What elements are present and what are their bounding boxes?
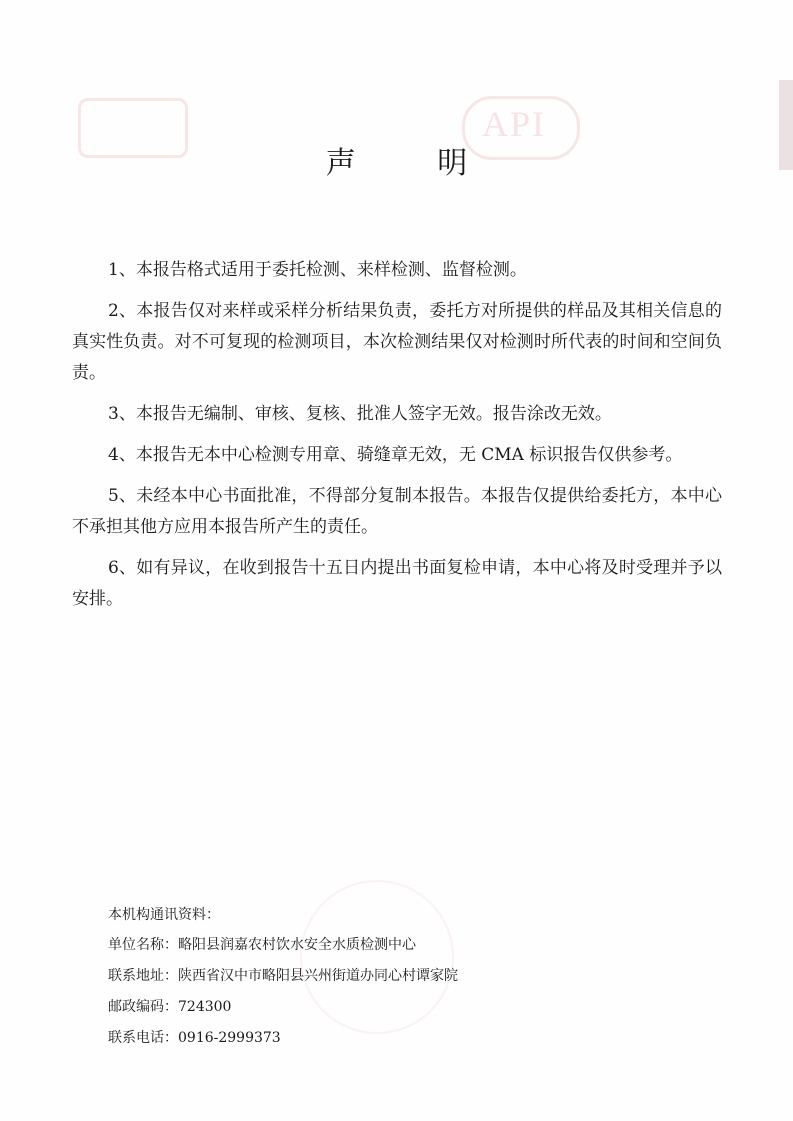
clause-3: 3、本报告无编制、审核、复核、批准人签字无效。报告涂改无效。: [108, 404, 612, 424]
unit-value: 略阳县润嘉农村饮水安全水质检测中心: [178, 937, 416, 953]
phone-value: 0916-2999373: [178, 1030, 281, 1046]
phone-label: 联系电话：: [108, 1030, 178, 1046]
page-title: 声 明: [325, 146, 504, 181]
declaration-clauses: [72, 255, 722, 625]
postcode-value: 724300: [178, 999, 232, 1015]
postcode-label: 邮政编码：: [108, 999, 178, 1015]
faint-stamp-watermark: API: [482, 104, 547, 144]
contact-unit-row: [108, 934, 668, 956]
address-value: 陕西省汉中市略阳县兴州街道办同心村谭家院: [178, 968, 458, 984]
contact-address-row: [108, 965, 668, 987]
unit-label: 单位名称：: [108, 937, 178, 953]
contact-header: 本机构通讯资料：: [108, 907, 220, 923]
contact-phone-row: [108, 1027, 668, 1049]
clause-1: 1、本报告格式适用于委托检测、来样检测、监督检测。: [108, 260, 527, 280]
address-label: 联系地址：: [108, 968, 178, 984]
contact-postcode-row: [108, 996, 668, 1018]
contact-info: [108, 904, 668, 1058]
clause-6: 6、如有异议，在收到报告十五日内提出书面复检申请，本中心将及时受理并予以安排。: [72, 558, 722, 609]
clause-2: 2、本报告仅对来样或采样分析结果负责，委托方对所提供的样品及其相关信息的真实性负责。对不可复现的检测项目，本次检测结果仅对检测时所代表的时间和空间负责。: [72, 301, 722, 383]
clause-5: 5、未经本中心书面批准，不得部分复制本报告。本报告仅提供给委托方，本中心不承担其他方应用本报告所产生的责任。: [72, 486, 722, 537]
clause-4: 4、本报告无本中心检测专用章、骑缝章无效，无 CMA 标识报告仅供参考。: [108, 445, 683, 465]
